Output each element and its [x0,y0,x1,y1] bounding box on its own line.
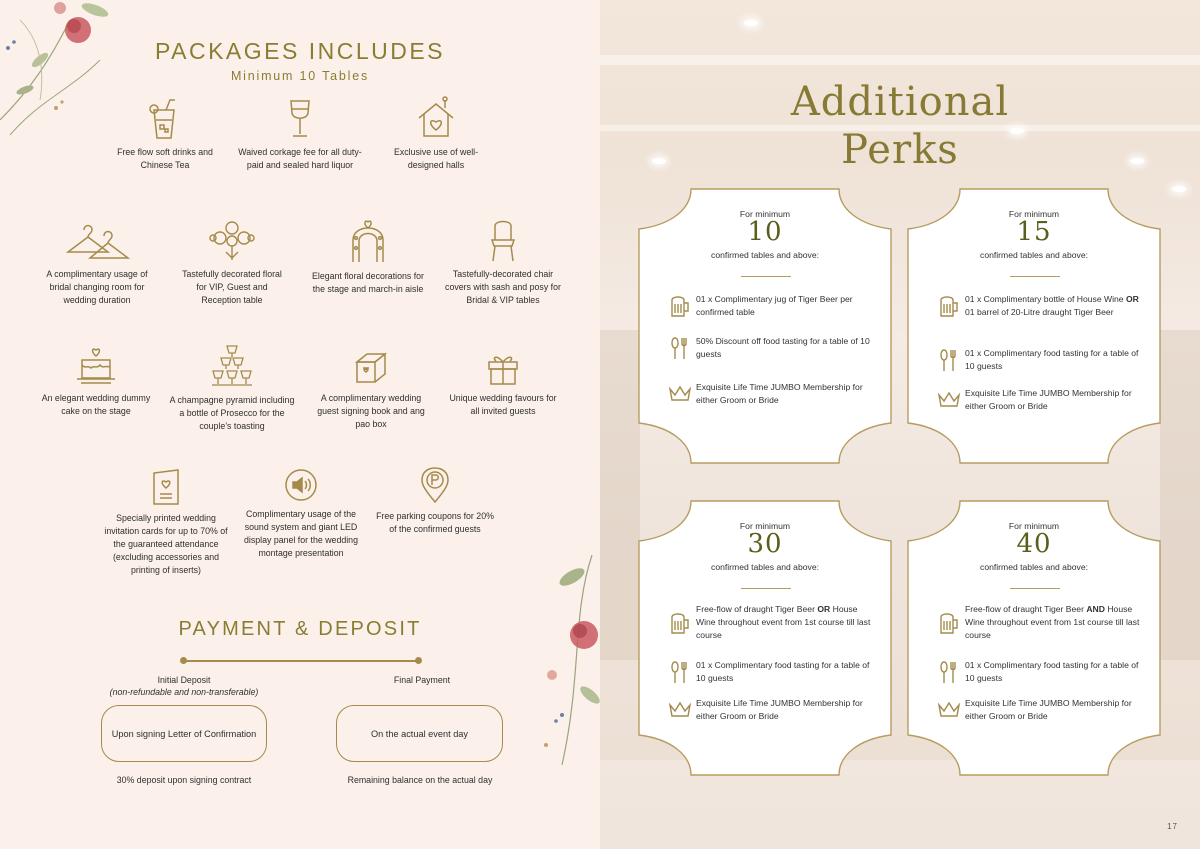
perk-text-pre: Exquisite Life Time JUMBO Membership for either Groom or Bride [696,382,863,405]
perk-item [667,659,877,685]
perk-item [936,387,1146,413]
perks-title-line2: Perks [841,127,959,173]
perk-text-pre: 01 x Complimentary food tasting for a table of 10 guests [696,660,870,683]
box-icon [353,350,389,386]
card-min-label: For minimum [739,521,791,531]
crown-icon [667,385,693,403]
package-item-arch [308,218,428,296]
perk-text-pre: Exquisite Life Time JUMBO Membership for either Groom or Bride [696,698,863,721]
card-confirmed-label: confirmed tables and above: [980,250,1088,260]
arch-icon [349,218,387,264]
package-item-drinks [106,98,224,172]
perk-item [936,347,1146,373]
package-item-floral [176,220,288,307]
perk-item [667,381,877,407]
card-confirmed-label: confirmed tables and above: [980,562,1088,572]
beer-jug-icon [936,294,962,318]
perk-item-text [696,381,877,407]
initial-deposit-box: Upon signing Letter of Confirmation [101,705,267,762]
package-item-text: Complimentary usage of the sound system and giant LED display panel for the wedding montage presentation [244,509,358,558]
final-payment-box: On the actual event day [336,705,503,762]
timeline-dot-start [180,657,187,664]
card-min-label: For minimum [1008,209,1060,219]
drinks-icon [148,98,182,140]
ceiling-light [1130,158,1144,164]
perk-item [667,335,877,361]
card-separator [1010,588,1060,589]
floral-icon [208,220,256,262]
ceiling-light [652,158,666,164]
beer-jug-icon [667,611,693,635]
initial-deposit-note: (non-refundable and non-transferable) [109,687,259,697]
beer-jug-icon [936,611,962,635]
package-item-champagne [166,344,298,433]
package-item-text: A champagne pyramid including a bottle of Prosecco for the couple’s toasting [169,395,295,431]
package-item-text: A complimentary wedding guest signing book and ang pao box [317,393,425,429]
card-separator [741,588,791,589]
packages-subtitle: Minimum 10 Tables [230,69,370,83]
package-item-invitation [104,468,228,577]
perk-item-text [696,293,877,319]
perk-text-post: House Wine throughout event from 1st course till last course [696,604,871,640]
beer-jug-icon [667,294,693,318]
package-item-text: Tastefully-decorated chair covers with sash and posy for Bridal & VIP tables [445,269,561,305]
perk-card-10 [637,187,893,465]
perk-item-text [965,603,1146,642]
champagne-pyramid-icon [210,344,254,388]
house-heart-icon [416,96,456,140]
card-min-label: For minimum [739,209,791,219]
perks-title [765,78,1035,174]
wine-glass-icon [283,98,317,140]
perk-text-bold: OR [817,604,831,614]
perk-text-bold: AND [1086,604,1105,614]
initial-deposit-caption: 30% deposit upon signing contract [116,775,252,785]
parking-icon [420,466,450,504]
cutlery-icon [667,660,693,684]
perk-text-post: 01 barrel of 20-Litre draught Tiger Beer [965,307,1114,317]
package-item-text: Free flow soft drinks and Chinese Tea [117,147,213,170]
wall-drape [1160,330,1200,660]
perk-text-pre: 01 x Complimentary bottle of House Wine [965,294,1126,304]
perk-text-bold: OR [1125,294,1139,304]
package-item-halls [384,96,488,172]
perk-item-text [696,697,877,723]
crown-icon [667,701,693,719]
perk-item [667,293,877,319]
package-item-text: Elegant floral decorations for the stage and march-in aisle [312,271,424,294]
perk-text-pre: 01 x Complimentary food tasting for a table of 10 guests [965,660,1139,683]
package-item-corkage [234,98,366,172]
perk-card-40 [906,499,1162,777]
card-number: 30 [747,529,783,559]
card-number: 15 [1016,217,1052,247]
package-item-text: Specially printed wedding invitation cards for up to 70% of the guaranteed attendance (excluding accessories and printing of inserts) [104,513,228,575]
package-item-text: Exclusive use of well-designed halls [393,147,479,170]
cake-icon [75,346,117,386]
payment-timeline [183,660,419,662]
perk-item [936,659,1146,685]
perk-item-text [965,293,1146,319]
card-number: 40 [1016,529,1052,559]
timeline-dot-end [415,657,422,664]
perks-title-line1: Additional [790,79,1010,125]
perk-text-post: House Wine throughout event from 1st course till last course [965,604,1140,640]
package-item-cake [34,346,158,418]
chair-icon [488,218,518,262]
perk-text-pre: Exquisite Life Time JUMBO Membership for either Groom or Bride [965,388,1132,411]
final-payment-label: Final Payment [393,675,451,685]
card-separator [1010,276,1060,277]
perk-item-text [965,347,1146,373]
crown-icon [936,391,962,409]
package-item-changing-room [38,222,156,307]
package-item-text: A complimentary usage of bridal changing room for wedding duration [46,269,148,305]
ceiling-beam [600,55,1200,65]
perk-item-text [696,335,877,361]
perk-item-text [696,603,877,642]
ceiling-light [744,20,758,26]
package-item-chair [440,218,566,307]
perk-item [936,603,1146,642]
page-number: 17 [1167,822,1178,831]
perk-item [936,697,1146,723]
initial-deposit-title: Initial Deposit [157,675,211,685]
cutlery-icon [667,336,693,360]
initial-deposit-label [100,674,268,698]
cutlery-icon [936,660,962,684]
package-item-signing-book [312,350,430,431]
perk-item-text [965,659,1146,685]
package-item-text: Waived corkage fee for all duty-paid and sealed hard liquor [238,147,362,170]
package-item-text: Unique wedding favours for all invited guests [449,393,557,416]
perk-item [667,603,877,642]
perk-item-text [965,697,1146,723]
hanger-icon [64,222,130,262]
perk-text-pre: Free-flow of draught Tiger Beer [965,604,1087,614]
invitation-card-icon [151,468,181,506]
speaker-icon [284,468,318,502]
crown-icon [936,701,962,719]
perk-text-pre: Exquisite Life Time JUMBO Membership for either Groom or Bride [965,698,1132,721]
card-min-label: For minimum [1008,521,1060,531]
perk-text-pre: Free-flow of draught Tiger Beer [696,604,818,614]
perk-item [936,293,1146,319]
card-confirmed-label: confirmed tables and above: [711,250,819,260]
package-item-text: An elegant wedding dummy cake on the stage [41,393,151,416]
package-item-sound-system [238,468,364,560]
packages-title: PACKAGES INCLUDES [154,38,446,64]
package-item-favours [444,350,562,418]
perk-item-text [965,387,1146,413]
perk-card-30 [637,499,893,777]
perk-text-pre: 50% Discount off food tasting for a table of 10 guests [696,336,870,359]
package-item-parking [372,466,498,536]
perk-text-pre: 01 x Complimentary jug of Tiger Beer per confirmed table [696,294,853,317]
gift-icon [486,350,520,386]
floral-decoration-side [532,555,600,775]
perk-card-15 [906,187,1162,465]
ceiling-light [1172,186,1186,192]
perks-page [600,0,1200,849]
perk-item [667,697,877,723]
package-item-text: Free parking coupons for 20% of the confirmed guests [376,511,494,534]
cutlery-icon [936,348,962,372]
wall-drape [600,330,640,660]
perk-item-text [696,659,877,685]
payment-title: PAYMENT & DEPOSIT [178,618,422,640]
package-item-text: Tastefully decorated floral for VIP, Guest and Reception table [182,269,282,305]
perk-text-pre: 01 x Complimentary food tasting for a table of 10 guests [965,348,1139,371]
card-separator [741,276,791,277]
card-confirmed-label: confirmed tables and above: [711,562,819,572]
card-number: 10 [747,217,783,247]
final-payment-caption: Remaining balance on the actual day [347,775,493,785]
